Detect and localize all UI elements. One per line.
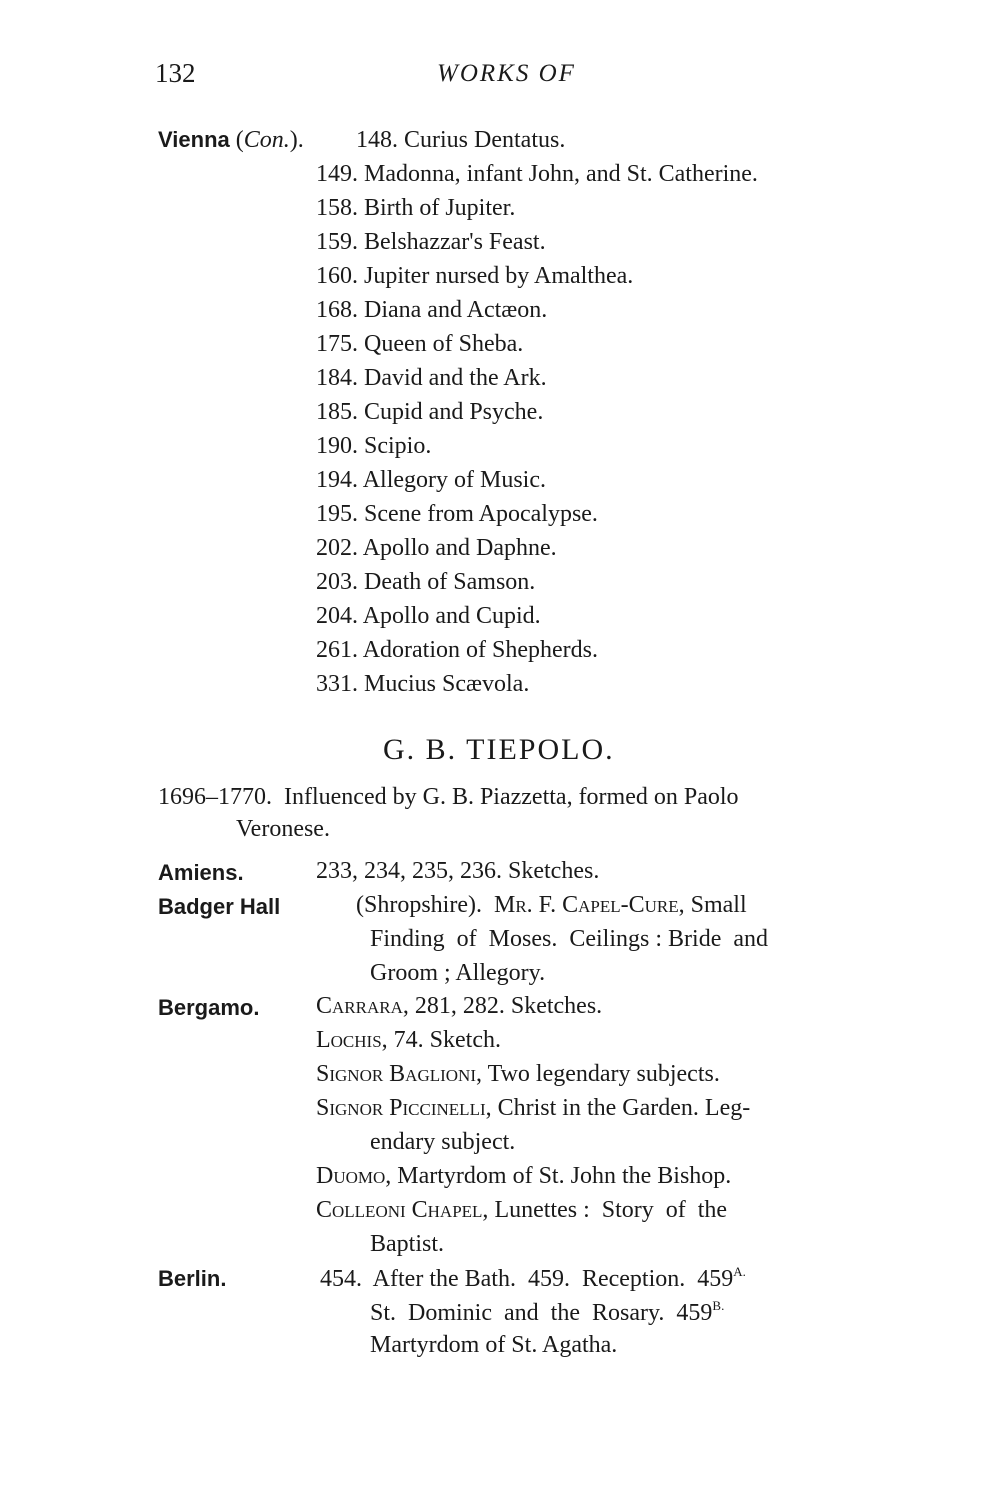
- list-item: [316, 399, 543, 426]
- list-item: [316, 263, 633, 290]
- catalog-number: 149.: [316, 161, 358, 187]
- list-item: [316, 433, 431, 460]
- entry-text: 281, 282. Sketches.: [414, 993, 603, 1019]
- superscript-mark: B.: [712, 1298, 725, 1313]
- catalog-number: 331.: [316, 671, 358, 697]
- entry-text: 74. Sketch.: [393, 1027, 501, 1053]
- catalog-number: 194.: [316, 467, 358, 493]
- list-item: [316, 195, 515, 222]
- catalog-number: 203.: [316, 569, 358, 595]
- collection-name: Signor Baglioni,: [316, 1061, 482, 1087]
- painting-title: Death of Samson.: [364, 569, 536, 595]
- collection-entry: [316, 1163, 731, 1190]
- catalog-number: 195.: [316, 501, 358, 527]
- section-heading: G. B. TIEPOLO.: [383, 733, 615, 766]
- artist-dates: 1696–1770.: [158, 784, 272, 810]
- entry-text-part: Small: [690, 892, 747, 918]
- list-item: [316, 535, 557, 562]
- running-title: WORKS OF: [437, 60, 576, 87]
- list-item: [316, 637, 598, 664]
- entry-text: Christ in the Garden. Leg-: [497, 1095, 751, 1121]
- list-item: [316, 671, 529, 698]
- painting-title: Apollo and Daphne.: [362, 535, 557, 561]
- place-name: Badger Hall: [158, 894, 281, 919]
- entry-text: Two legendary subjects.: [487, 1061, 720, 1087]
- list-item: [316, 331, 523, 358]
- entry-text: [356, 892, 747, 919]
- list-item: [316, 161, 758, 188]
- list-item: [316, 501, 598, 528]
- painting-title: Scipio.: [364, 433, 432, 459]
- collection-entry: [316, 993, 602, 1020]
- catalog-number: 202.: [316, 535, 358, 561]
- painting-title: Belshazzar's Feast.: [364, 229, 546, 255]
- painting-title: Jupiter nursed by Amalthea.: [364, 263, 634, 289]
- painting-title: Adoration of Shepherds.: [362, 637, 598, 663]
- entry-text-cont: Groom ; Allegory.: [370, 960, 546, 986]
- entry-text-cont: endary subject.: [370, 1129, 516, 1155]
- entry-text-cont: Martyrdom of St. Agatha.: [370, 1332, 618, 1358]
- place-name: Vienna: [158, 127, 230, 152]
- collection-entry: [316, 1061, 720, 1088]
- catalog-number: 158.: [316, 195, 358, 221]
- intro-text-cont: Veronese.: [236, 816, 330, 842]
- catalog-number: 204.: [316, 603, 358, 629]
- entry-text: Lunettes : Story of the: [494, 1197, 728, 1223]
- collection-entry: [316, 1095, 750, 1122]
- place-name: Berlin.: [158, 1266, 227, 1291]
- list-item: [316, 569, 535, 596]
- painting-title: Scene from Apocalypse.: [364, 501, 598, 527]
- continued-abbr: Con.: [243, 127, 290, 153]
- painting-title: Birth of Jupiter.: [364, 195, 516, 221]
- vienna-place: [158, 127, 304, 154]
- entry-text-part: St. Dominic and the Rosary. 459: [370, 1300, 713, 1326]
- catalog-number: 185.: [316, 399, 358, 425]
- collection-name: Signor Piccinelli,: [316, 1095, 492, 1121]
- list-item: [316, 229, 546, 256]
- catalog-number: 261.: [316, 637, 358, 663]
- catalog-number: 160.: [316, 263, 358, 289]
- painting-title: Queen of Sheba.: [364, 331, 524, 357]
- collection-name: Lochis,: [316, 1027, 388, 1053]
- painting-title: Apollo and Cupid.: [362, 603, 541, 629]
- entry-text: 233, 234, 235, 236. Sketches.: [316, 858, 600, 884]
- owner-name: Mr. F. Capel-Cure,: [493, 892, 685, 918]
- painting-title: Cupid and Psyche.: [364, 399, 544, 425]
- collection-name: Colleoni Chapel,: [316, 1197, 489, 1223]
- painting-title: Curius Dentatus.: [404, 127, 566, 153]
- collection-entry: [316, 1197, 727, 1224]
- collection-name: Carrara,: [316, 993, 409, 1019]
- entry-text-part: (Shropshire).: [356, 892, 482, 918]
- catalog-number: 184.: [316, 365, 358, 391]
- paren-close: ).: [289, 127, 304, 153]
- entry-text-cont: Baptist.: [370, 1231, 445, 1257]
- entry-text: Martyrdom of St. John the Bishop.: [397, 1163, 732, 1189]
- place-name: Amiens.: [158, 860, 244, 885]
- painting-title: Madonna, infant John, and St. Catherine.: [364, 161, 758, 187]
- artist-intro: [158, 784, 739, 811]
- catalog-number: 168.: [316, 297, 358, 323]
- painting-title: Allegory of Music.: [362, 467, 546, 493]
- collection-name: Duomo,: [316, 1163, 392, 1189]
- painting-title: Diana and Actæon.: [364, 297, 548, 323]
- list-item: [356, 127, 565, 154]
- catalog-number: 190.: [316, 433, 358, 459]
- catalog-number: 159.: [316, 229, 358, 255]
- entry-text: [320, 1264, 746, 1293]
- catalog-number: 148.: [356, 127, 398, 153]
- paren-open: (: [235, 127, 244, 153]
- intro-text: Influenced by G. B. Piazzetta, formed on Paolo: [284, 784, 739, 810]
- page-number: 132: [155, 58, 196, 88]
- painting-title: Mucius Scævola.: [364, 671, 530, 697]
- collection-entry: [316, 1027, 501, 1054]
- place-name: Bergamo.: [158, 995, 260, 1020]
- list-item: [316, 603, 541, 630]
- superscript-mark: A.: [733, 1264, 746, 1279]
- painting-title: David and the Ark.: [364, 365, 547, 391]
- list-item: [316, 365, 547, 392]
- entry-text-cont: Finding of Moses. Ceilings : Bride and: [370, 926, 768, 952]
- catalog-number: 175.: [316, 331, 358, 357]
- list-item: [316, 467, 546, 494]
- entry-text-part: 454. After the Bath. 459. Reception. 459: [320, 1266, 734, 1292]
- list-item: [316, 297, 547, 324]
- entry-text-cont: [370, 1298, 724, 1327]
